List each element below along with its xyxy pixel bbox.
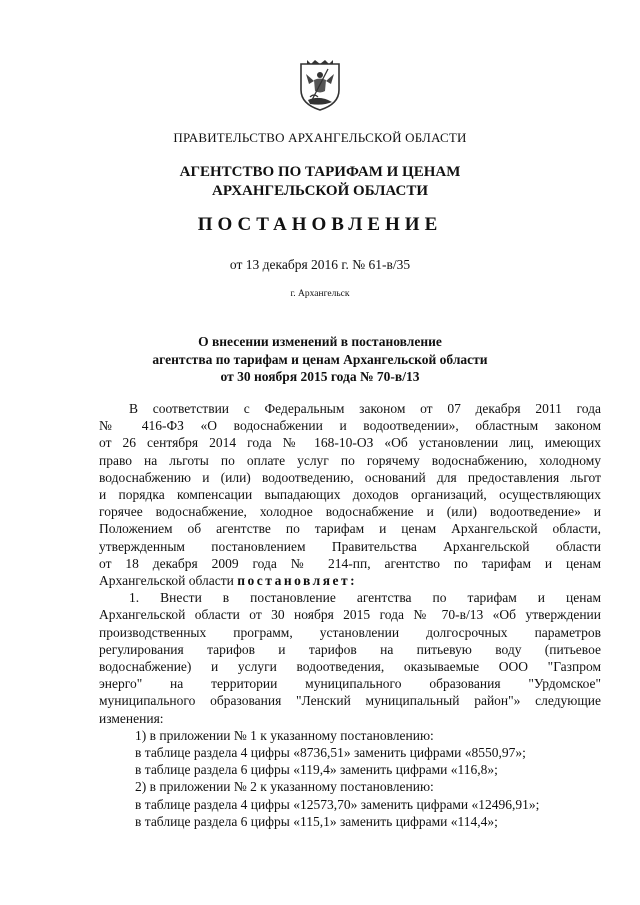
body-line: [99, 572, 601, 589]
resolves-word: постановляет:: [237, 573, 358, 589]
body-line: от 26 сентября 2014 года № 168-10-ОЗ «Об установлении лиц, имеющих: [99, 435, 601, 451]
body-line: Положением об агентстве по тарифам и ценам Архангельской области,: [99, 521, 601, 537]
subject-line: от 30 ноября 2015 года № 70-в/13: [220, 369, 420, 385]
subject-line: агентства по тарифам и ценам Архангельской области: [152, 351, 488, 367]
body-text: Архангельской области: [99, 573, 238, 589]
body-line: производственных программ, установлении долгосрочных параметров: [99, 624, 601, 640]
government-name: ПРАВИТЕЛЬСТВО АРХАНГЕЛЬСКОЙ ОБЛАСТИ: [173, 130, 467, 145]
document-type-title: ПОСТАНОВЛЕНИЕ: [197, 214, 443, 235]
body-line: В соответствии с Федеральным законом от 07 декабря 2011 года: [129, 401, 601, 416]
body-line: энерго" на территории муниципального образования "Урдомское": [99, 676, 601, 692]
body-line: водоснабжению и (или) водоотведению, оснований для предоставления льгот: [99, 469, 601, 485]
body-line: утвержденным постановлением Правительства Архангельской области: [99, 538, 601, 554]
document-date-number: от 13 декабря 2016 г. № 61-в/35: [229, 257, 411, 272]
body-line: регулирования тарифов и тарифов на питьевую воду (питьевое: [99, 641, 601, 657]
agency-name-line: АГЕНТСТВО ПО ТАРИФАМ И ЦЕНАМ: [179, 164, 461, 180]
body-line: горячее водоснабжение, холодное водоснабжение и (или) водоотведение» и: [99, 504, 601, 520]
body-line: водоснабжение) и услуги водоотведения, оказываемые ООО "Газпром: [99, 659, 601, 675]
sub-item-line: 1) в приложении № 1 к указанному постановлению:: [135, 727, 434, 743]
agency-name-line: АРХАНГЕЛЬСКОЙ ОБЛАСТИ: [212, 183, 428, 199]
body-line: право на льготы по оплате услуг по горячему водоснабжению, холодному: [99, 452, 601, 468]
body-line: изменения:: [99, 710, 164, 726]
agency-name: [0, 163, 640, 201]
body-line: Архангельской области от 30 ноября 2015 года № 70-в/13 «Об утверждении: [99, 607, 601, 623]
sub-item-line: в таблице раздела 6 цифры «115,1» заменить цифрами «114,4»;: [135, 813, 498, 829]
arkhangelsk-coat-of-arms-icon: [298, 60, 342, 112]
sub-item-line: в таблице раздела 4 цифры «12573,70» заменить цифрами «12496,91»;: [135, 796, 540, 812]
document-city: г. Архангельск: [290, 289, 350, 299]
body-line: 1. Внести в постановление агентства по тарифам и ценам: [129, 590, 601, 606]
body-line: и порядка компенсации выпадающих доходов организаций, осуществляющих: [99, 487, 601, 503]
body-line: от 18 декабря 2009 года № 214-пп, агентство по тарифам и ценам: [99, 555, 601, 571]
body-line: № 416-ФЗ «О водоснабжении и водоотведении», областным законом: [99, 418, 601, 434]
subject-line: О внесении изменений в постановление: [198, 334, 442, 349]
body-line: муниципального образования "Ленский муниципальный район"» следующие: [99, 693, 601, 709]
document-subject: [0, 333, 640, 386]
document-body: [99, 400, 601, 830]
sub-item-line: в таблице раздела 6 цифры «119,4» заменить цифрами «116,8»;: [135, 762, 498, 778]
sub-item-line: в таблице раздела 4 цифры «8736,51» заменить цифрами «8550,97»;: [135, 745, 526, 761]
sub-item-line: 2) в приложении № 2 к указанному постановлению:: [135, 779, 434, 795]
